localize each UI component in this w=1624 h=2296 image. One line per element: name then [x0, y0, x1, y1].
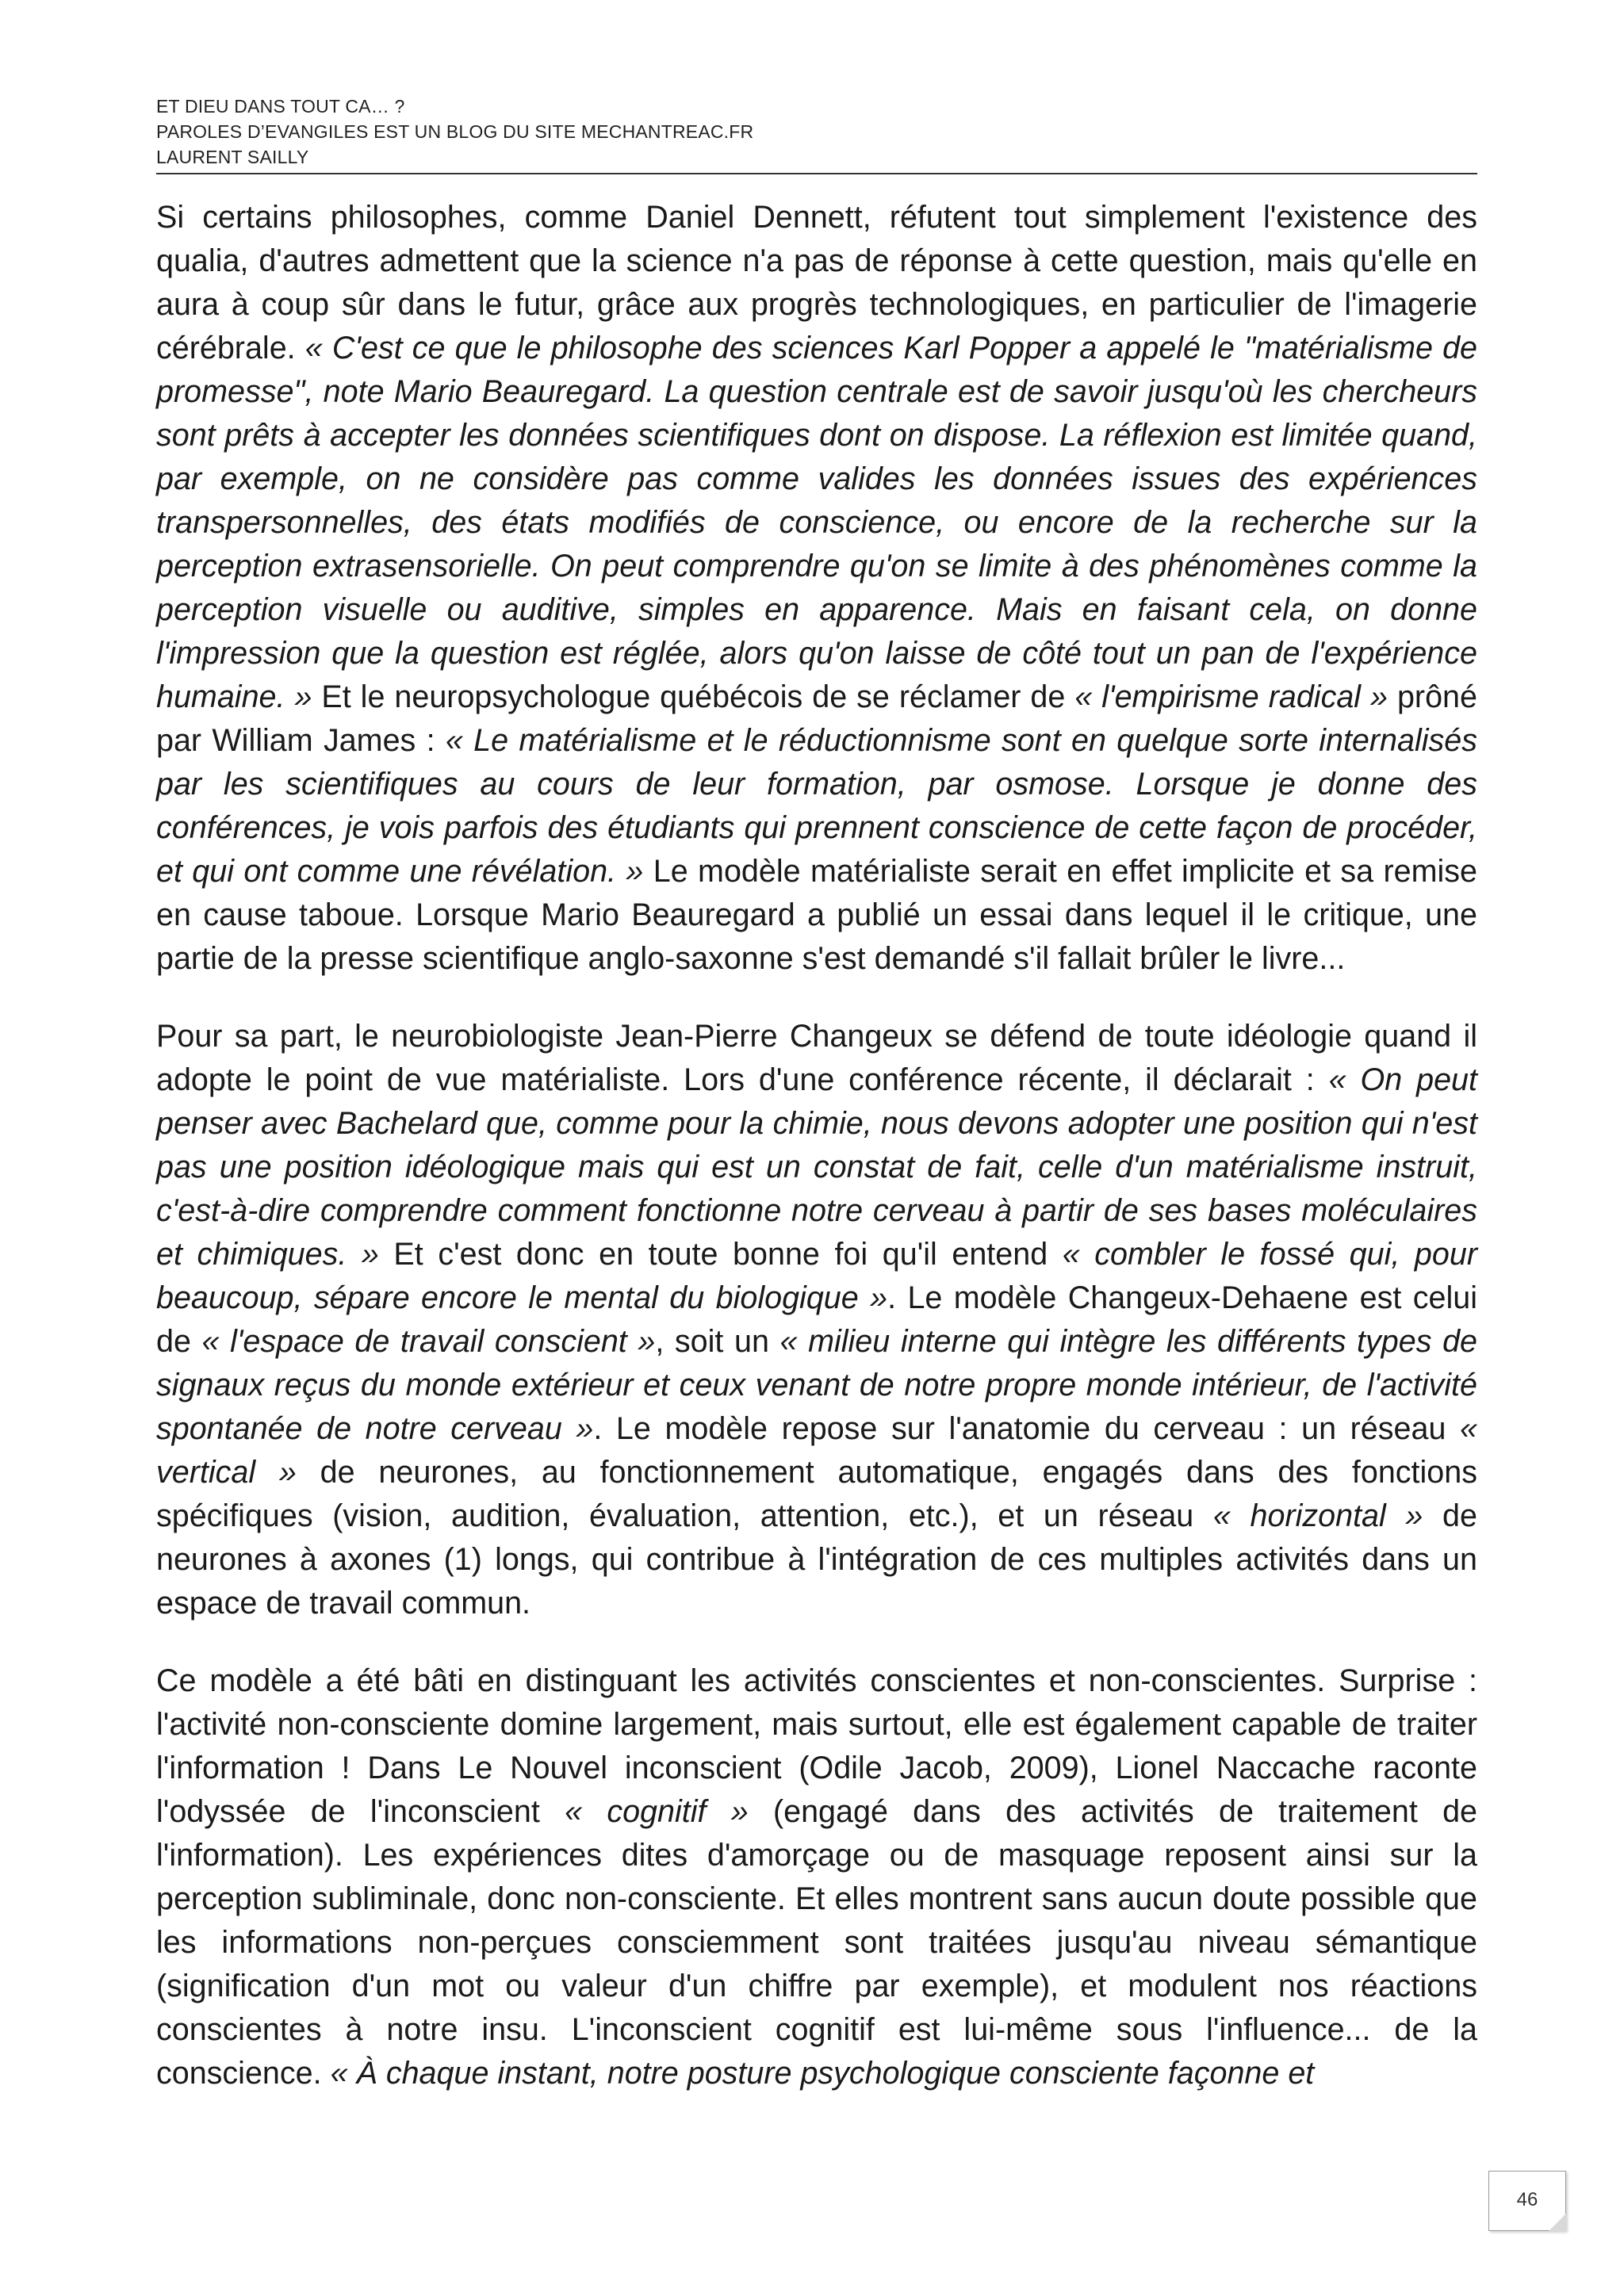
header-author: LAURENT SAILLY — [156, 147, 309, 167]
text-run: de neurones à axones (1) longs, qui contribue à l'intégration de ces multiples activités dans un espace de travail commun. — [156, 1498, 1477, 1621]
header-blog-line: PAROLES D’EVANGILES EST UN BLOG DU SITE MECHANTREAC.FR — [156, 121, 754, 142]
italic-quote: « On peut penser avec Bachelard que, comme pour la chimie, nous devons adopter une position qui n'est pas une position idéologique mais qui est un constat de fait, celle d'un matérialisme instruit, c'est-à-dire comprendre comment fonctionne notre cerveau à partir de ses bases moléculaires et chimiques. » — [156, 1062, 1477, 1272]
text-run: , soit un — [655, 1324, 780, 1359]
page-number: 46 — [1516, 2189, 1538, 2210]
text-run: Et c'est donc en toute bonne foi qu'il entend — [378, 1237, 1063, 1272]
paragraph-2 — [156, 1015, 1477, 1625]
text-run: de neurones, au fonctionnement automatique, engagés dans des fonctions spécifiques (vision, audition, évaluation, attention, etc.), et un réseau — [156, 1455, 1477, 1533]
text-run: . Le modèle Changeux-Dehaene est celui de — [156, 1280, 1477, 1359]
body-text — [156, 196, 1477, 2095]
italic-quote: « cognitif » — [565, 1794, 749, 1829]
italic-quote: « vertical » — [156, 1411, 1477, 1490]
running-header — [156, 94, 1477, 174]
text-run: Ce modèle a été bâti en distinguant les activités conscientes et non-conscientes. Surprise : l'activité non-consciente domine largement, mais surtout, elle est également capable de traiter l'information ! Dans Le Nouvel inconscient (Odile Jacob, 2009), Lionel Naccache raconte l'odyssée de l'inconscient — [156, 1663, 1477, 1829]
text-run: Si certains philosophes, comme Daniel Dennett, réfutent tout simplement l'existence des qualia, d'autres admettent que la science n'a pas de réponse à cette question, mais qu'elle en aura à coup sûr dans le futur, grâce aux progrès technologiques, en particulier de l'imagerie cérébrale. — [156, 200, 1477, 365]
italic-quote: « À chaque instant, notre posture psychologique consciente façonne et — [330, 2056, 1315, 2091]
page-number-box — [1488, 2171, 1566, 2231]
italic-quote: « l'espace de travail conscient » — [201, 1324, 656, 1359]
italic-quote: « Le matérialisme et le réductionnisme sont en quelque sorte internalisés par les scientifiques au cours de leur formation, par osmose. Lorsque je donne des conférences, je vois parfois des étudiants qui prennent conscience de cette façon de procéder, et qui ont comme une révélation. » — [156, 723, 1478, 889]
italic-quote: « horizontal » — [1212, 1498, 1423, 1533]
text-run: Et le neuropsychologue québécois de se réclamer de — [312, 679, 1075, 714]
header-book-title: ET DIEU DANS TOUT CA… ? — [156, 96, 405, 117]
paragraph-3 — [156, 1659, 1477, 2095]
text-run: prôné par William James : — [156, 679, 1477, 758]
italic-quote: « l'empirisme radical » — [1074, 679, 1388, 714]
italic-quote: « combler le fossé qui, pour beaucoup, sépare encore le mental du biologique » — [156, 1237, 1477, 1315]
text-run: Pour sa part, le neurobiologiste Jean-Pierre Changeux se défend de toute idéologie quand il adopte le point de vue matérialiste. Lors d'une conférence récente, il déclarait : — [156, 1019, 1477, 1097]
italic-quote: « C'est ce que le philosophe des sciences Karl Popper a appelé le "matérialisme de promesse", note Mario Beauregard. La question centrale est de savoir jusqu'où les chercheurs sont prêts à accepter les données scientifiques dont on dispose. La réflexion est limitée quand, par exemple, on ne considère pas comme valides les données issues des expériences transpersonnelles, des états modifiés de conscience, ou encore de la recherche sur la perception extrasensorielle. On peut comprendre qu'on se limite à des phénomènes comme la perception visuelle ou auditive, simples en apparence. Mais en faisant cela, on donne l'impression que la question est réglée, alors qu'on laisse de côté tout un pan de l'expérience humaine. » — [156, 331, 1478, 714]
text-run: Le modèle matérialiste serait en effet implicite et sa remise en cause taboue. Lorsque Mario Beauregard a publié un essai dans lequel il le critique, une partie de la presse scientifique anglo-saxonne s'est demandé s'il fallait brûler le livre... — [156, 854, 1477, 976]
italic-quote: « milieu interne qui intègre les différents types de signaux reçus du monde extérieur et ceux venant de notre propre monde intérieur, de l'activité spontanée de notre cerveau » — [156, 1324, 1478, 1446]
paragraph-1 — [156, 196, 1477, 981]
text-run: (engagé dans des activités de traitement de l'information). Les expériences dites d'amorçage ou de masquage reposent ainsi sur la perception subliminale, donc non-consciente. Et elles montrent sans aucun doute possible que les informations non-perçues consciemment sont traitées jusqu'au niveau sémantique (signification d'un mot ou valeur d'un chiffre par exemple), et modulent nos réactions conscientes à notre insu. L'inconscient cognitif est lui-même sous l'influence... de la conscience. — [156, 1794, 1477, 2091]
text-run: . Le modèle repose sur l'anatomie du cerveau : un réseau — [593, 1411, 1461, 1446]
